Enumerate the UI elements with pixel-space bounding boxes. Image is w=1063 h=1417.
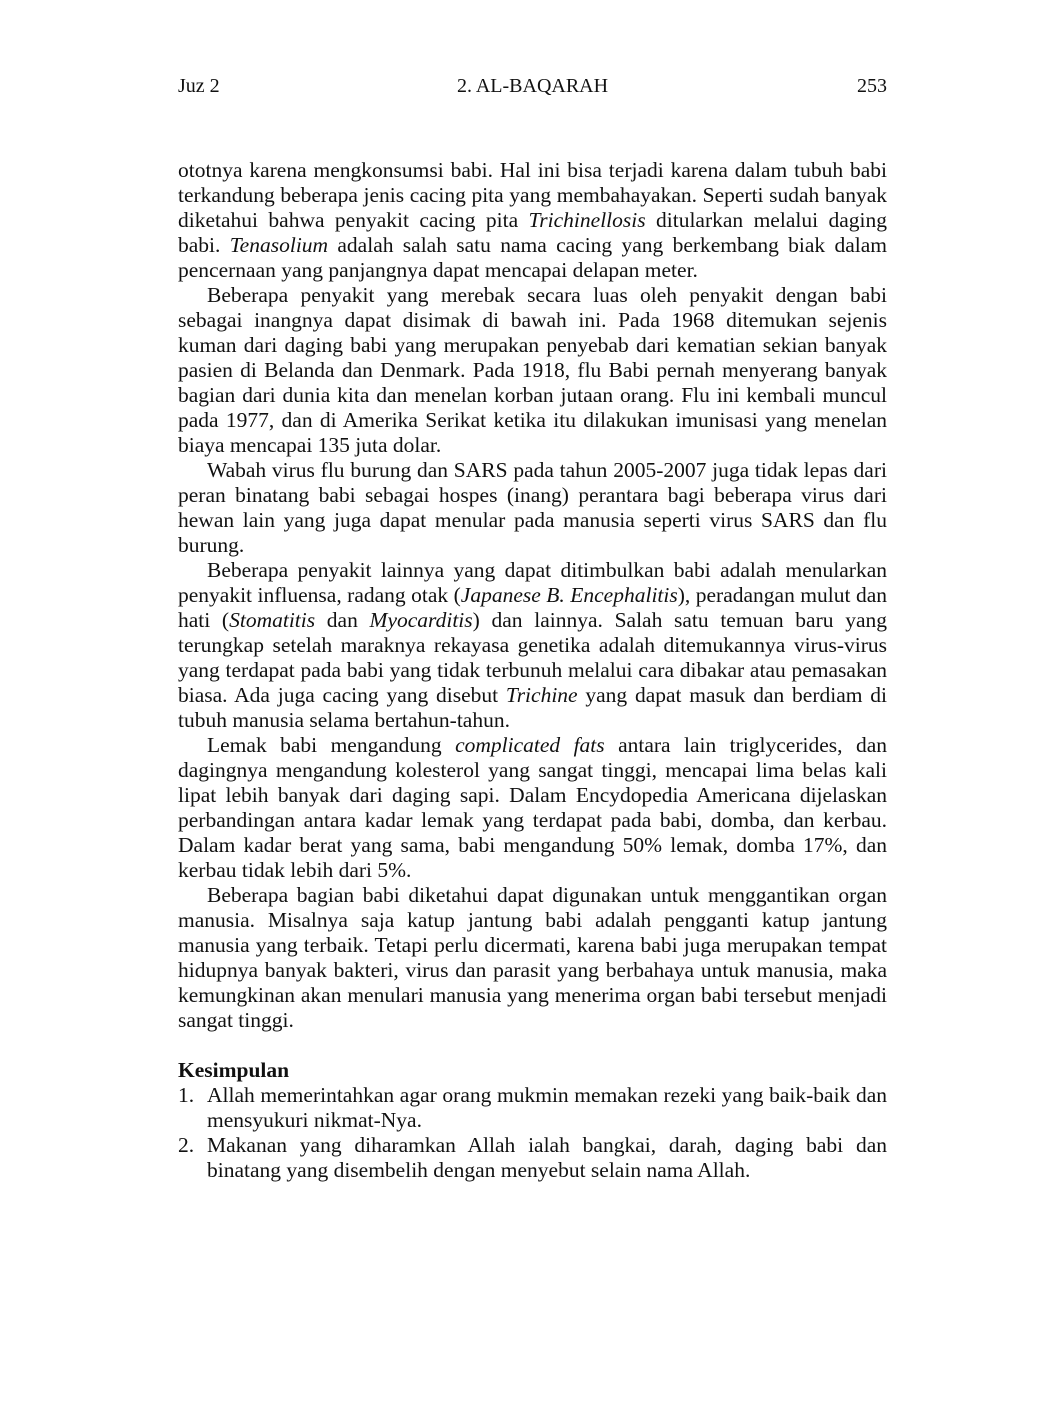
list-number: 2. — [178, 1133, 195, 1157]
text-run: Wabah virus flu burung dan SARS pada tahun 2005-2007 juga tidak lepas dari peran binatang babi sebagai hospes (inang) perantara bagi beberapa virus dari hewan lain yang juga dapat menular pada manusia seperti virus SARS dan flu burung. — [178, 458, 887, 557]
list-item — [178, 1083, 887, 1133]
list-number: 1. — [178, 1083, 195, 1107]
juz-label: Juz 2 — [178, 75, 220, 97]
text-run: Beberapa penyakit lainnya yang dapat ditimbulkan babi adalah menularkan penyakit influensa, radang otak ( — [178, 558, 887, 607]
list-text: Makanan yang diharamkan Allah ialah bangkai, darah, daging babi dan binatang yang disembelih dengan menyebut selain nama Allah. — [207, 1133, 887, 1182]
italic-term: Japanese B. Encephalitis — [460, 583, 678, 607]
paragraph-4 — [178, 558, 887, 733]
text-run: Lemak babi mengandung — [207, 733, 456, 757]
paragraph-3 — [178, 458, 887, 558]
list-text: Allah memerintahkan agar orang mukmin memakan rezeki yang baik-baik dan mensyukuri nikmat-Nya. — [207, 1083, 887, 1132]
text-run: antara lain triglycerides, dan dagingnya mengandung kolesterol yang sangat tinggi, mencapai lima belas kali lipat lebih banyak dari daging sapi. Dalam Encydopedia Americana dijelaskan perbandingan antara kadar lemak yang terdapat pada babi, domba, dan kerbau. Dalam kadar berat yang sama, babi mengandung 50% lemak, domba 17%, dan kerbau tidak lebih dari 5%. — [178, 733, 887, 882]
italic-term: Stomatitis — [229, 608, 316, 632]
text-run: ), peradangan mulut dan hati ( — [178, 583, 887, 632]
text-run: Beberapa bagian babi diketahui dapat digunakan untuk menggantikan organ manusia. Misalnya saja katup jantung babi adalah pengganti katup jantung manusia yang terbaik. Tetapi perlu dicermati, karena babi juga merupakan tempat hidupnya banyak bakteri, virus dan parasit yang berbahaya untuk manusia, maka kemungkinan akan menulari manusia yang menerima organ babi tersebut menjadi sangat tinggi. — [178, 883, 887, 1032]
text-run: yang dapat masuk dan berdiam di tubuh manusia selama bertahun-tahun. — [178, 683, 887, 732]
paragraph-2 — [178, 283, 887, 458]
text-run: ditularkan melalui daging babi. — [178, 208, 887, 257]
main-text — [178, 158, 887, 1183]
italic-term: Myocarditis — [369, 608, 473, 632]
text-run: dan — [315, 608, 370, 632]
italic-term: Trichinellosis — [528, 208, 646, 232]
italic-term: Trichine — [505, 683, 578, 707]
surah-title: 2. AL-BAQARAH — [456, 75, 609, 97]
conclusion-heading: Kesimpulan — [178, 1058, 290, 1082]
paragraph-5 — [178, 733, 887, 883]
italic-term: Tenasolium — [229, 233, 329, 257]
italic-term: complicated fats — [455, 733, 605, 757]
text-run: ) dan lainnya. Salah satu temuan baru yang terungkap setelah maraknya rekayasa genetika adalah ditemukannya virus-virus yang terdapat pada babi yang tidak terbunuh melalui cara dibakar atau pemasakan biasa. Ada juga cacing yang disebut — [178, 608, 887, 707]
text-run: ototnya karena mengkonsumsi babi. Hal ini bisa terjadi karena dalam tubuh babi terkandung beberapa jenis cacing pita yang membahayakan. Seperti sudah banyak diketahui bahwa penyakit cacing pita — [178, 158, 887, 232]
running-header — [178, 72, 887, 100]
text-run: adalah salah satu nama cacing yang berkembang biak dalam pencernaan yang panjangnya dapat mencapai delapan meter. — [178, 233, 887, 282]
list-item — [178, 1133, 887, 1183]
text-run: Beberapa penyakit yang merebak secara luas oleh penyakit dengan babi sebagai inangnya dapat disimak di bawah ini. Pada 1968 ditemukan sejenis kuman dari daging babi yang merupakan penyebab dari kematian sekian banyak pasien di Belanda dan Denmark. Pada 1918, flu Babi pernah menyerang banyak bagian dari dunia kita dan menelan korban jutaan orang. Flu ini kembali muncul pada 1977, dan di Amerika Serikat ketika itu dilakukan imunisasi yang menelan biaya mencapai 135 juta dolar. — [178, 283, 887, 457]
paragraph-1 — [178, 158, 887, 283]
page-number: 253 — [857, 75, 887, 97]
conclusion-list — [178, 1083, 887, 1183]
paragraph-6 — [178, 883, 887, 1033]
